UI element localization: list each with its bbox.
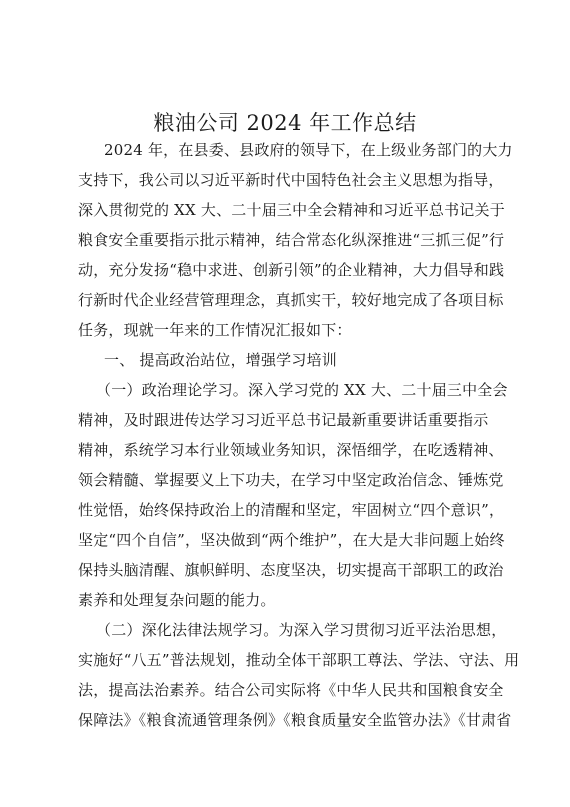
- paragraph-line: （二）深化法律法规学习。为深入学习贯彻习近平法治思想，: [96, 621, 507, 639]
- document-title: 粮油公司 2024 年工作总结: [153, 111, 417, 135]
- paragraph-line: 精神，系统学习本行业领域业务知识，深悟细学，在吃透精神、: [78, 441, 504, 459]
- paragraph-line: 法，提高法治素养。结合公司实际将《中华人民共和国粮食安全: [78, 681, 504, 699]
- paragraph-line: 深入贯彻党的 XX 大、二十届三中全会精神和习近平总书记关于: [78, 201, 505, 219]
- paragraph-line: 任务，现就一年来的工作情况汇报如下：: [78, 321, 352, 339]
- paragraph-line: 保持头脑清醒、旗帜鲜明、态度坚决，切实提高干部职工的政治: [78, 561, 504, 579]
- paragraph-line: 支持下，我公司以习近平新时代中国特色社会主义思想为指导，: [78, 171, 504, 189]
- paragraph-line: 行新时代企业经营管理理念，真抓实干，较好地完成了各项目标: [78, 291, 504, 309]
- paragraph-line: 素养和处理复杂问题的能力。: [78, 591, 276, 609]
- paragraph-line: 动，充分发扬“稳中求进、创新引领”的企业精神，大力倡导和践: [78, 261, 505, 279]
- paragraph-line: 保障法》《粮食流通管理条例》《粮食质量安全监管办法》《甘肃省: [78, 711, 512, 729]
- paragraph-line: 2024 年，在县委、县政府的领导下，在上级业务部门的大力: [104, 141, 513, 159]
- paragraph-line: 精神，及时跟进传达学习习近平总书记最新重要讲话重要指示: [78, 411, 489, 429]
- paragraph-line: （一）政治理论学习。深入学习党的 XX 大、二十届三中全会: [96, 381, 508, 399]
- paragraph-line: 粮食安全重要指示批示精神，结合常态化纵深推进“三抓三促”行: [78, 231, 505, 249]
- section-heading: 一、 提高政治站位，增强学习培训: [104, 351, 337, 369]
- paragraph-line: 坚定“四个自信”，坚决做到“两个维护”，在大是大非问题上始终: [78, 531, 505, 549]
- paragraph-line: 性觉悟，始终保持政治上的清醒和坚定，牢固树立“四个意识”，: [78, 501, 505, 519]
- paragraph-line: 领会精髓、掌握要义上下功夫，在学习中坚定政治信念、锤炼党: [78, 471, 504, 489]
- paragraph-line: 实施好“八五”普法规划，推动全体干部职工尊法、学法、守法、用: [78, 651, 520, 669]
